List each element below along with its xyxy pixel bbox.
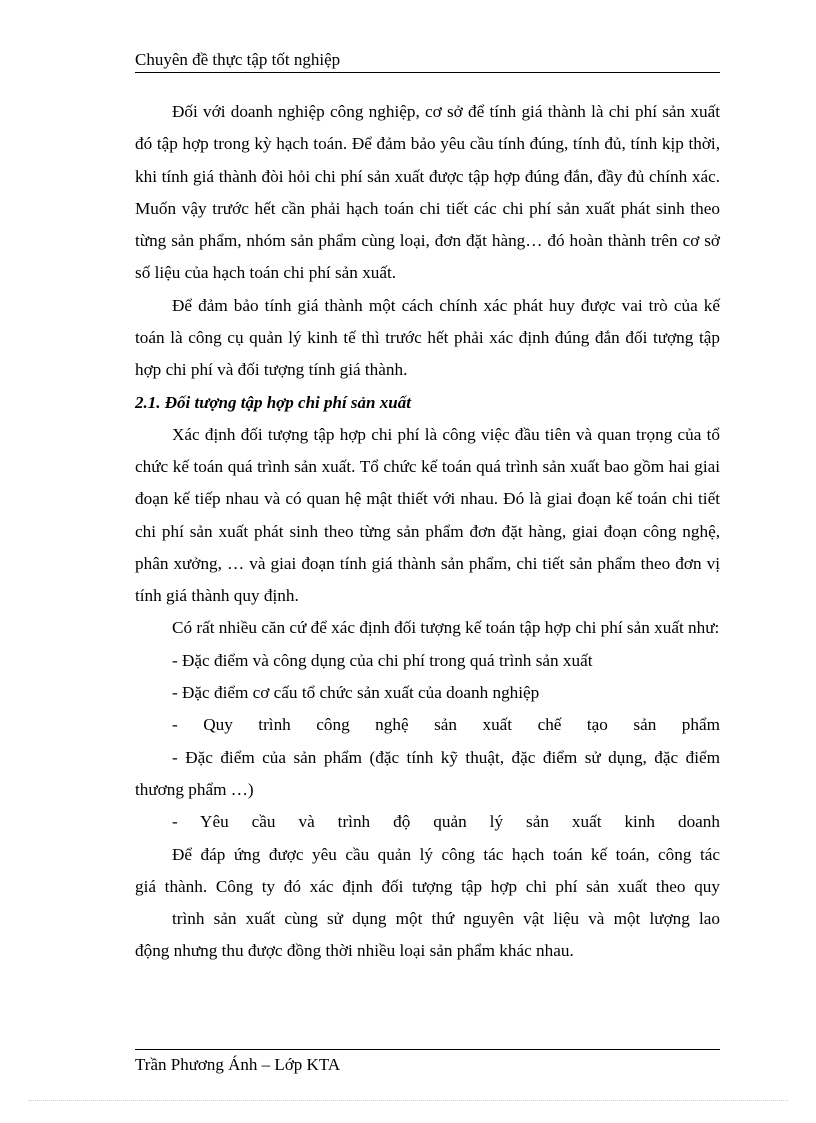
paragraph-5-line-1: Để đáp ứng được yêu cầu quản lý công tác hạch toán kế toán, công tác [172,844,720,864]
page-header [135,50,720,73]
page-footer [135,1049,720,1076]
bullet-item-3: - Quy trình công nghệ sản xuất chế tạo sản phẩm [172,715,720,735]
document-body [135,96,720,968]
section-heading: 2.1. Đối tượng tập hợp chi phí sản xuất [135,392,411,412]
paragraph-5-line-3: trình sản xuất cùng sử dụng một thứ nguyên vật liệu và một lượng lao [172,909,720,929]
paragraph-5-line-2: giá thành. Công ty đó xác định đối tượng tập hợp chi phí sản xuất theo quy [135,876,720,896]
paragraph-2: Để đảm bảo tính giá thành một cách chính xác phát huy được vai trò của kế toán là công cụ quản lý kinh tế thì trước hết phải xác định đúng đắn đối tượng tập hợp chi phí và đối tượng tính giá thành. [135,295,720,380]
bullet-item-1: - Đặc điểm và công dụng của chi phí trong quá trình sản xuất [172,650,593,670]
bullet-item-5: - Yêu cầu và trình độ quản lý sản xuất kinh doanh [172,812,720,832]
bullet-item-2: - Đặc điểm cơ cấu tổ chức sản xuất của doanh nghiệp [172,683,540,703]
paragraph-3: Xác định đối tượng tập hợp chi phí là công việc đầu tiên và quan trọng của tổ chức kế toán quá trình sản xuất. Tổ chức kế toán quá trình sản xuất bao gồm hai giai đoạn kế tiếp nhau và có quan hệ mật thiết với nhau. Đó là giai đoạn kế toán chi tiết chi phí sản xuất phát sinh theo từng sản phẩm đơn đặt hàng, giai đoạn công nghệ, phân xưởng, … và giai đoạn tính giá thành sản phẩm, chi tiết sản phẩm theo đơn vị tính giá thành quy định. [135,424,720,606]
paragraph-1: Đối với doanh nghiệp công nghiệp, cơ sở để tính giá thành là chi phí sản xuất đó tập hợp trong kỳ hạch toán. Để đảm bảo yêu cầu tính đúng, tính đủ, tính kịp thời, khi tính giá thành đòi hỏi chi phí sản xuất được tập hợp đúng đắn, đầy đủ chính xác. Muốn vậy trước hết cần phải hạch toán chi tiết các chi phí sản xuất phát sinh theo từng sản phẩm, nhóm sản phẩm cùng loại, đơn đặt hàng… đó hoàn thành trên cơ sở số liệu của hạch toán chi phí sản xuất. [135,102,720,283]
paragraph-5-line-4: động nhưng thu được đồng thời nhiều loại sản phẩm khác nhau. [135,941,574,961]
page-bottom-divider [28,1100,788,1101]
footer-author: Trần Phương Ánh – Lớp KTA [135,1055,341,1074]
bullet-item-4: - Đặc điểm của sản phẩm (đặc tính kỹ thuật, đặc điểm sử dụng, đặc điểm thương phẩm …) [135,747,720,799]
header-title: Chuyên đề thực tập tốt nghiệp [135,50,341,69]
paragraph-4: Có rất nhiều căn cứ để xác định đối tượng kế toán tập hợp chi phí sản xuất như: [172,618,720,638]
